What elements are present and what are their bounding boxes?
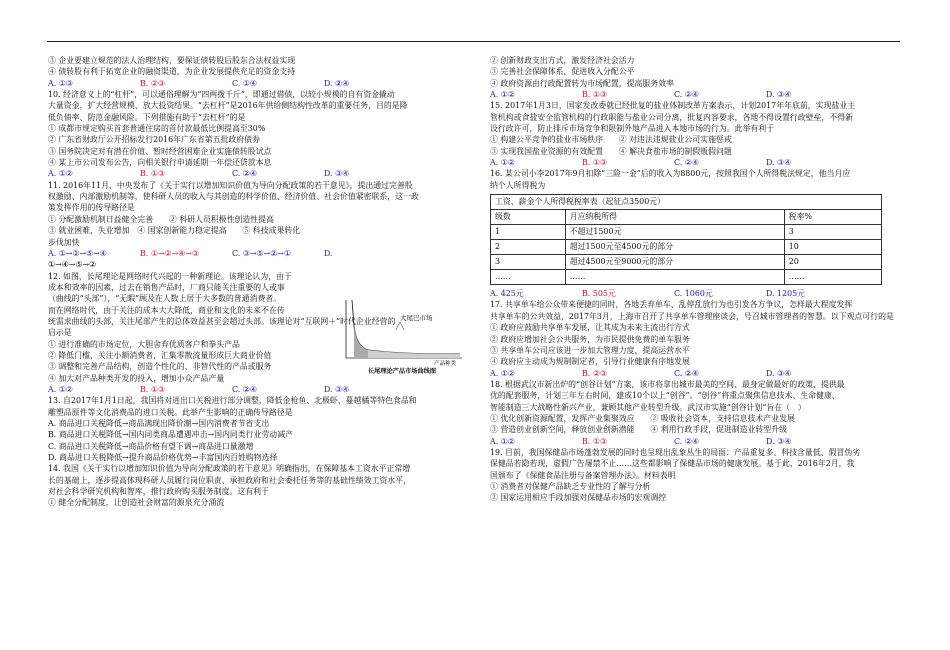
- table-header-row: [491, 210, 882, 225]
- text-line: ① 进行准确的市场定位，大胆舍弃优质客户和拳头产品: [48, 339, 240, 349]
- text-line: 步伐加快: [48, 237, 80, 247]
- answer-option: C. ②④: [674, 90, 699, 100]
- answer-option: D. ③④: [324, 384, 350, 394]
- text-line: 对社会科学研究机构和智库，推行政府购买服务制度。这有利于: [48, 487, 269, 497]
- right-top-block: [490, 55, 910, 191]
- answer-option: C. ①④: [232, 78, 257, 88]
- text-line: ① 政府应鼓励共享单车发展，让其成为未来主流出行方式: [490, 323, 690, 333]
- figure-caption: 长尾理论产品市场曲线图: [367, 368, 437, 375]
- answer-option: C. ③→⑤→②→①: [232, 248, 291, 258]
- answer-option: B. ①→②→④→③: [140, 248, 199, 258]
- answer-option: A. 425元: [490, 289, 524, 299]
- answer-option: D. ②④: [324, 78, 350, 88]
- left-column: [48, 55, 468, 509]
- answer-option: A. ①②: [490, 158, 515, 168]
- text-line: ② 创新财政支出方式，激发经济社会活力: [490, 56, 635, 65]
- text-line: 纳个人所得税为: [490, 180, 546, 190]
- text-line: 共享单车的公共效益，2017年3月，上海市召开了共享单车管理座谈会，号召城市管理者的智慧。以下观点可行的是: [490, 311, 894, 321]
- text-line: 长的基础上，逐步提高体现科研人员履行岗位职责、承担政府和社会委托任务等的基础性绩效工资水平，: [48, 475, 411, 485]
- text-line: 13. 自2017年1月1日起，我国将对进出口关税进行部分调整，降低金枪鱼、北极虾、蔓越橘等特色食品和: [48, 396, 417, 406]
- answer-option: B. ①③: [140, 169, 165, 179]
- text-line: ③ 调整和完善产品结构，创造个性化的、非替代性的产品或服务: [48, 362, 272, 372]
- text-line: 雕塑品原件等文化消费品的进口关税。此举产生影响的正确传导路径是: [48, 407, 293, 417]
- text-line: 19. 目前，我国保健品市场蓬勃发展的同时也呈现出乱象丛生的局面：产品重复多、科技含量低、假冒伪劣: [490, 447, 861, 457]
- text-line: ① 消费者对保健产品缺乏专业性的了解与分析: [490, 481, 651, 491]
- text-line: 15. 2017年1月3日，国家发改委就已经批复的盐业体制改革方案表示，计划2017年年底前，实现盐业主: [490, 101, 856, 111]
- answer-options: [490, 368, 910, 379]
- text-line: ② 广东省财政厅公开招标发行2016年广东省第五批政府债券: [48, 135, 260, 145]
- answer-option: D. ③④: [766, 158, 792, 168]
- text-line: 策发挥作用的传导路径是: [48, 203, 135, 213]
- text-line: 智能制造三大战略性新兴产业，兼顾其他产业转型升级。武汉市实施“创谷计划”旨在（ ）: [490, 402, 806, 412]
- answer-options: [490, 89, 910, 100]
- long-tail-figure: [338, 296, 466, 378]
- text-line: 18. 根据武汉市新出炉的“创谷计划”方案，该市将拿出城市最美的空间、最身定做最好的政策、提供最: [490, 379, 845, 389]
- text-line: ③ 就业困难，失业增加 ④ 国家创新能力稳定提高 ⑤ 科技成果转化: [48, 226, 301, 236]
- answer-option: A. ①③: [48, 78, 73, 88]
- answer-option: D.: [324, 248, 333, 258]
- answer-options: [48, 78, 468, 89]
- answer-options: [48, 168, 468, 179]
- text-line: 12. 如图，长尾理论是网络时代兴起的一种新理论。该理论认为，由于: [48, 271, 292, 281]
- table-row: 3 超过4500元至9000元的部分 20: [491, 255, 882, 270]
- header-rule: [47, 41, 900, 42]
- text-line: ③ 国务院决定对有潜在价值、暂时经营困难企业实施债转股试点: [48, 146, 272, 156]
- text-line: ③ 完善社会保障体系，促进收入分配公平: [490, 67, 635, 77]
- answer-option: B. ①③: [140, 384, 165, 394]
- demand-curve: [352, 300, 460, 354]
- text-line: 权激励、内部激励机制等，使科研人员的收入与其创造的科学价值、经济价值、社会价值紧密联系，这一政: [48, 192, 419, 202]
- text-line: B. 商品进口关税降低→国内同类商品遭遇冲击→国内同类行业劳动减产: [48, 430, 293, 440]
- answer-option: C. ②④: [232, 384, 257, 394]
- x-label: 产品种类: [434, 361, 457, 366]
- answer-option: C. ②④: [232, 169, 257, 179]
- text-line: ④ 政府资源由行政配置转为市场配置，提高服务效率: [490, 78, 674, 88]
- answer-option: C. ②④: [674, 436, 699, 446]
- text-line: 17. 共享单车给公众带来便捷的同时，各地丢弃单车、乱停乱放行为也引发各方争议，怎样最大程度发挥: [490, 300, 853, 310]
- answer-option: B. ①③: [582, 90, 607, 100]
- text-line: ① 成都市规定购买首套普通住房的首付款最低比例提高至30%: [48, 124, 266, 134]
- table-row: 1 不超过1500元 3: [491, 225, 882, 240]
- text-line: ④ 债转股有利于拓宽企业的融资渠道，为企业发展提供充足的资金支持: [48, 67, 296, 77]
- answer-options: [490, 288, 910, 299]
- text-line: ② 政府应增加社会公共服务，为市民提供免费的单车服务: [490, 334, 690, 344]
- answer-option: B. ①③: [582, 436, 607, 446]
- answer-option: A. ①→②→⑤→④: [48, 248, 107, 258]
- right-bottom-block: [490, 288, 910, 504]
- table-row: …… …… ……: [491, 270, 882, 285]
- text-line: 而在网络时代，由于关注的成本大大降低，商业和文化的未来不在传: [48, 305, 285, 315]
- answer-option: D. ③④: [766, 436, 792, 446]
- answer-option: C. ②④: [674, 158, 699, 168]
- answer-option: A. ①②: [490, 368, 515, 378]
- text-line: ① 优化创新资源配置，发挥产业集聚效应 ② 吸收社会资本，支持信息技术产业发展: [490, 413, 795, 423]
- table-row: 2 超过1500元至4500元的部分 10: [491, 240, 882, 255]
- text-line: ④ 政府应主动成为规制制定者，引导行业健康有序地发展: [490, 357, 690, 367]
- table-title: 工资、薪金个人所得税税率表（起征点3500元）: [491, 195, 882, 210]
- answer-options: [48, 248, 336, 259]
- text-line: C. 商品进口关税降低→商品价格有望下调→商品进口量激增: [48, 441, 254, 451]
- text-line: 启示是: [48, 328, 72, 338]
- answer-option: C. 1060元: [674, 289, 713, 299]
- long-tail-chart: [338, 296, 466, 366]
- text-line: ① 健全分配制度，让创造社会财富的源泉充分涌流: [48, 498, 225, 508]
- answer-option: D. ③④: [766, 368, 792, 378]
- answer-option: D. ③④: [324, 169, 350, 179]
- answer-options: [490, 157, 910, 168]
- text-line: ② 降低门槛，关注小额消费者，汇集零散流量形成巨大商业价值: [48, 350, 272, 360]
- text-line: 设行政许可，防止排斥市场竞争和限制外地产品进入本地市场的行为。此举有利于: [490, 124, 775, 134]
- text-line: ③ 企业要建立规范的法人治理结构，要保证债转股后股东合法权益实现: [48, 56, 296, 65]
- answer-options: [48, 384, 468, 395]
- text-line: D. 商品进口关税降低→提升商品价格优势→丰富国内百姓购物选择: [48, 453, 278, 463]
- answer-option: B. ②③: [140, 78, 165, 88]
- text-line: 国颁布了《保健食品注册与备案管理办法》。材料表明: [490, 470, 676, 480]
- text-line: 大量资金，扩大经营规模、放大投资结果。“去杠杆”是2016年供给侧结构性改革的重要任务，目的是降: [48, 101, 408, 111]
- answer-option: A. ①②: [48, 384, 73, 394]
- answer-option: C. ②④: [674, 368, 699, 378]
- answer-option: A. ①②: [48, 169, 73, 179]
- answer-option: A. ①②: [490, 90, 515, 100]
- text-line: 16. 某公司小李2017年9月扣除“三险一金”后的收入为8800元，按照我国个人所得税法规定，他当月应: [490, 169, 851, 179]
- text-line: A. 商品进口关税降低→商品满现出降价潮→国内消费者节省支出: [48, 419, 270, 428]
- text-line: ① 分配激励机制日益健全完善 ② 科研人员积极性创造性提高: [48, 214, 274, 224]
- text-line: ③ 营造创业创新空间，释放创业创新潜能 ④ 利用行政手段，促进制造业转型升级: [490, 425, 787, 435]
- text-line: 统需求曲线的头部，关注尾部产生的总体效益甚至会超过头部。该理论对“互联网＋”时代企业经营的: [48, 316, 396, 326]
- answer-option: D. ③④: [766, 90, 792, 100]
- text-line: 低负债率、防范金融风险。下列措施有助于“去杠杆”的是: [48, 112, 246, 122]
- head-area: [354, 326, 368, 358]
- text-line: 优的配套服务，计划三年左右时间，建成10个以上“创谷”。“创谷”将重点聚焦信息技术、生命健康、: [490, 391, 840, 401]
- answer-option: A. ①②: [490, 436, 515, 446]
- answer-options: [490, 436, 910, 447]
- text-line: 成本和效率的因素，过去在销售产品时，厂商只能关注重要的人或事: [48, 282, 285, 292]
- header-level: 级数: [491, 210, 566, 225]
- text-line: （曲线的“头部”），“无暇”顾及在人数上居于大多数的普通消费者。: [48, 294, 282, 304]
- text-line: 14. 我国《关于实行以增加知识价值为导向分配政策的若干意见》明确指出，在保障基本工资水平正常增: [48, 464, 411, 474]
- text-line: ④ 加大对产品种类开发的投入，增加小众产品产量: [48, 373, 225, 383]
- tax-rate-table: [490, 194, 882, 285]
- text-line: 10. 经济意义上的“杠杆”，可以通俗理解为“四两拨千斤”，即通过借债，以较小规模的自有资金撬动: [48, 90, 395, 100]
- text-line: ② 国家运用相应手段加强对保健品市场的宏观调控: [490, 493, 667, 503]
- answer-option: B. ②③: [582, 368, 607, 378]
- tail-label: 大尾巴市场: [400, 314, 433, 322]
- text-line: ①→④→⑤→②: [48, 260, 97, 270]
- text-line: 11. 2016年11月，中央发布了《关于实行以增加知识价值为导向分配政策的若干意见》，提出通过完善股: [48, 180, 413, 190]
- text-line: ④ 某上市公司发布公告，向相关银行申请延期一年偿还贷款本息: [48, 158, 272, 168]
- right-column: [490, 55, 910, 504]
- text-line: 管机构或食盐安全监管机构的行政职能与盐业公司分离，批复内容要求，各地不得设置行政壁垒，不得新: [490, 112, 853, 122]
- answer-option: D. 1205元: [766, 289, 806, 299]
- text-line: ③ 共享单车公司应该进一步加大管理力度，提高运营水平: [490, 345, 690, 355]
- answer-option: B. 505元: [582, 289, 616, 299]
- header-rate: 税率%: [784, 210, 881, 225]
- text-line: 保健品若隐若现，虚假广告屡禁不止……这些都影响了保健品市场的健康发展。基于此，2016年2月，我: [490, 459, 855, 469]
- answer-option: B. ①③: [582, 158, 607, 168]
- text-line: ③ 实现我国盐业资源的有效配置 ④ 解决食盐市场的制假贩假问题: [490, 146, 732, 156]
- header-income: 月应纳税所得: [565, 210, 784, 225]
- text-line: ① 构建公平竞争的盐业市场秩序 ② 对违法违规盐业公司实施惩戒: [490, 135, 732, 145]
